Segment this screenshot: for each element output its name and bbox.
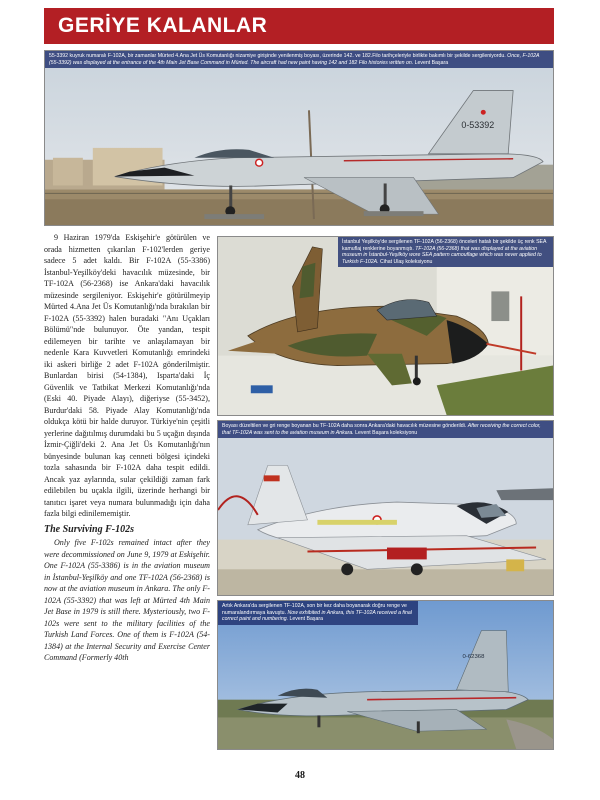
- caption-credit: Levent Başara: [414, 59, 449, 66]
- caption-tr: 55-3392 kuyruk numaralı F-102A, bir zamanlar Mürted 4.Ana Jet Üs Komutanlığı nizamiye girişinde yenilenmiş boyası, üzerinde 142. ve 182.Filo tarihçeleriyle birlikte bakımlı bir şekilde sergileniyordu.: [49, 53, 506, 59]
- paragraph-turkish: 9 Haziran 1979'da Eskişehir'e götürülen ve orada hizmetten çıkarılan F-102'lerden geriye sadece 5 adet kaldı. Bir F-102A (55-3386) İstanbul-Yeşilköy'deki havacılık müzesinde, bir TF-102A (56-2368) ise Ankara'daki havacılık müzesinde sergileniyor. Eskişehir'e götürülmeyip Mürted 4.Ana Jet Üs Komutanlığı'nda bırakılan bir F-102A (55-3392) halen buradaki "Anı Uçakları Bölümü"nde bulunuyor. Öte yandan, tespit edilemeyen bir tarihte ve anlaşılamayan bir nedenle Kara Kuvvetleri Komutanlığı emrindeki iki askeri birliğe 2 adet F-102A gönderilmiştir. Bunlardan birisi (54-1384), Isparta'daki İç Güvenlik ve Tatbikat Merkezi Komutanlığı'nda (Eski 40. Piyade Alayı), diğeriyse (55-3452), Burdur'daki 58. Piyade Alay Komutanlığı'nda oldukça kötü bir halde duruyor. Türkiye'nin çeşitli yerlerine dağıtılmış durumdaki bu 5 uçağın dışında İzmir-Çiğli'deki 2. Ana Jet Üs Komutanlığı'nın bünyesinde bulunan kaş cenneti bölgesi içindeki tozla sahasında bir F-102A daha tespit edildi. Ancak yaz aylarında, sular çekildiği zaman fark edilebilen bu uçakla ilgili, üzerinde herhangi bir tanıtıcı işaret veya numara bulunmadığı için daha fazla bilgi edinilememiştir.: [44, 233, 210, 518]
- photo-tf102a-camouflage: [217, 236, 554, 416]
- caption-photo2: [338, 237, 553, 267]
- tf102a-grey-image: [218, 421, 553, 595]
- caption-en: Now exhibited in Ankara, this TF-102A received a final correct paint and numbering.: [222, 609, 412, 623]
- caption-en: After receiving the correct color, that TF-102A was sent to the aviation museum in Ankara.: [222, 423, 541, 436]
- caption-en: Once, F-102A (55-3392) was displayed at the entrance of the 4th Main Jet Base Command in Mürted. The aircraft had new paint having 142 and 182 Filo histories written on.: [49, 53, 540, 66]
- f102a-murted-image: [45, 51, 553, 225]
- article-text: [44, 232, 210, 666]
- caption-tr: Boyası düzeltilen ve gri renge boyanan bu TF-102A daha sonra Ankara'daki havacılık müzesine gönderildi.: [222, 423, 467, 429]
- caption-photo4: [218, 601, 418, 625]
- caption-credit: Levent Başara koleksiyonu: [355, 429, 418, 436]
- caption-credit: Cihat Ulaş koleksiyonu: [379, 258, 433, 265]
- caption-credit: Levent Başara: [289, 616, 323, 623]
- caption-photo1: [45, 51, 553, 68]
- page-number: 48: [295, 770, 305, 781]
- caption-tr: İstanbul Yeşilköy'de sergilenen TF-102A (56-2368) önceleri hatalı bir şekilde üç renk SEA kamuflaj renklerine boyanmıştı.: [342, 239, 547, 252]
- caption-tr: Artık Ankara'da sergilenen TF-102A, son bir kez daha boyanarak doğru renge ve numaralandırmaya kavuştu.: [222, 603, 407, 616]
- paragraph-english: Only five F-102s remained intact after they were decommissioned on June 9, 1979 at Eskişehir. One F-102A (55-3386) is in the aviation museum in İstanbul-Yeşilköy and one TF-102A (56-2368) is now at the aviation museum in Ankara. The only F-102A (55-3392) that was left at Mürted 4th Main Jet Base in 1979 is still there. Mysteriously, two F-102s were sent to the military facilities of the Turkish Land Forces. One of them is F-102A (54-1384) at the Internal Security and Exercise Center Command (Formerly 40th: [44, 538, 210, 662]
- photo-f102a-murted: [44, 50, 554, 226]
- photo-tf102a-ankara: [217, 600, 554, 750]
- caption-en: TF-102A (56-2368) that was displayed at the aviation museum in İstanbul-Yeşilköy wore SEA pattern camouflage which was never applied to Turkish F-102A.: [342, 245, 542, 265]
- page-title: GERİYE KALANLAR: [44, 8, 554, 44]
- photo-tf102a-grey: [217, 420, 554, 596]
- caption-photo3: [218, 421, 553, 438]
- tail-number-56-2368: 0-62368: [462, 654, 485, 661]
- tail-number-55-3392: 0-53392: [461, 120, 495, 131]
- english-heading: The Surviving F-102s: [44, 523, 135, 535]
